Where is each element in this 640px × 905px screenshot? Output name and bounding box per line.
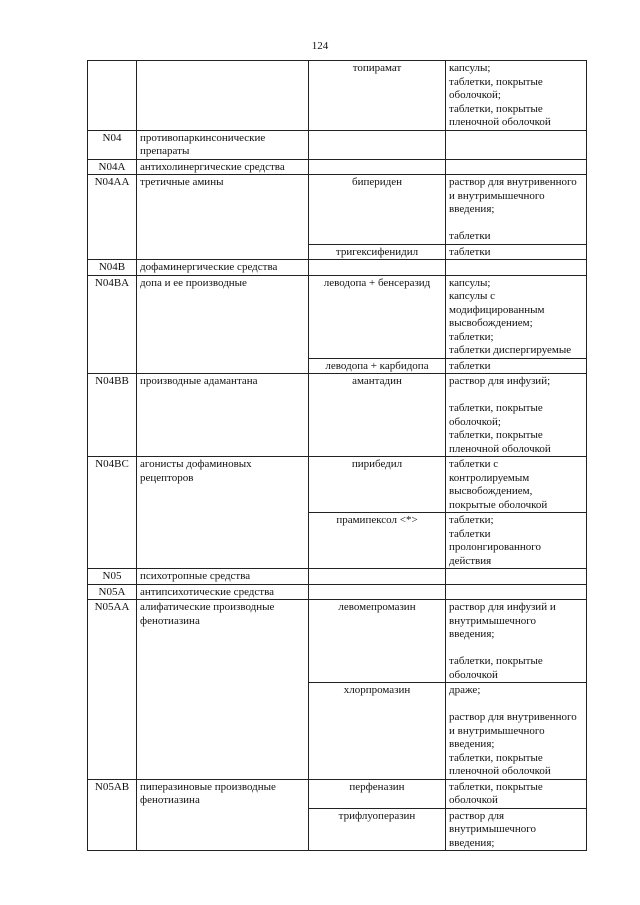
dosage-form-line: контролируемым xyxy=(449,471,530,484)
drug-name-cell xyxy=(309,61,446,131)
drug-name: бипериден xyxy=(351,176,402,188)
atc-code-cell xyxy=(88,159,137,175)
drug-name-cell xyxy=(309,569,446,585)
atc-code: N05AB xyxy=(94,780,130,793)
drug-name: трифлуоперазин xyxy=(338,809,416,822)
dosage-form-line: таблетки xyxy=(449,245,491,258)
page-number: 124 xyxy=(311,40,329,52)
dosage-form-line: таблетки диспергируемые xyxy=(449,344,572,356)
dosage-form-cell xyxy=(446,513,587,569)
drug-name: тригексифенидил xyxy=(335,245,419,258)
dosage-form-line: таблетки xyxy=(449,527,491,540)
table-row xyxy=(88,569,587,585)
dosage-form-cell xyxy=(446,275,587,358)
dosage-form-line xyxy=(449,642,583,656)
drug-name-cell xyxy=(309,244,446,260)
table-row xyxy=(88,683,587,780)
group-name-line: рецепторов xyxy=(140,471,194,484)
table-row xyxy=(88,244,587,260)
dosage-form-line: пленочной оболочкой xyxy=(449,442,551,455)
drug-name-cell xyxy=(309,175,446,245)
dosage-form-cell xyxy=(446,457,587,513)
table-row xyxy=(88,513,587,569)
dosage-form-line: оболочкой; xyxy=(449,89,501,101)
atc-code-cell xyxy=(88,600,137,683)
dosage-form-line: раствор для внутривенного xyxy=(449,176,577,188)
dosage-form-line: капсулы с xyxy=(449,290,496,302)
drug-name-cell xyxy=(309,374,446,457)
table-row xyxy=(88,175,587,245)
drug-name-cell xyxy=(309,130,446,159)
drug-name-cell xyxy=(309,513,446,569)
atc-code-cell xyxy=(88,260,137,276)
group-name-line: алифатические производные xyxy=(140,601,275,613)
dosage-form-cell xyxy=(446,130,587,159)
drug-name-cell xyxy=(309,275,446,358)
group-name-cell xyxy=(137,275,309,358)
table-row xyxy=(88,457,587,513)
table-row xyxy=(88,779,587,808)
dosage-form-line: таблетки, покрытые xyxy=(449,102,543,115)
atc-code: N04AA xyxy=(94,176,130,188)
drug-name: леводопа + бенсеразид xyxy=(323,276,431,289)
dosage-form-line: введения; xyxy=(449,628,495,640)
dosage-form-line: раствор для внутривенного xyxy=(449,711,577,723)
group-name-cell xyxy=(137,600,309,683)
dosage-form-cell xyxy=(446,808,587,851)
atc-code-cell xyxy=(88,275,137,358)
group-name-line: антипсихотические средства xyxy=(140,585,275,598)
dosage-form-line xyxy=(449,389,583,403)
dosage-form-line: действия xyxy=(449,554,492,567)
atc-code-cell xyxy=(88,244,137,260)
table-row xyxy=(88,275,587,358)
group-name-cell xyxy=(137,260,309,276)
atc-code-cell xyxy=(88,779,137,808)
group-name-cell xyxy=(137,457,309,513)
dosage-form-cell xyxy=(446,779,587,808)
dosage-form-cell xyxy=(446,374,587,457)
group-name-cell xyxy=(137,61,309,131)
dosage-form-line: таблетки xyxy=(449,230,491,242)
atc-code-cell xyxy=(88,808,137,851)
drug-name-cell xyxy=(309,457,446,513)
drug-name: левомепромазин xyxy=(338,601,416,613)
atc-code: N04BA xyxy=(94,276,130,289)
dosage-form-line: оболочкой xyxy=(449,794,498,806)
atc-code-cell xyxy=(88,374,137,457)
drug-name-cell xyxy=(309,683,446,780)
group-name-cell xyxy=(137,584,309,600)
atc-code-cell xyxy=(88,175,137,245)
dosage-form-line: пленочной оболочкой xyxy=(449,116,551,128)
dosage-form-line: капсулы; xyxy=(449,62,491,74)
atc-code: N04 xyxy=(102,131,122,144)
drug-name-cell xyxy=(309,600,446,683)
dosage-form-line: внутримышечного xyxy=(449,823,536,835)
drug-name-cell xyxy=(309,584,446,600)
dosage-form-line: таблетки xyxy=(449,359,491,372)
dosage-form-line: покрытые оболочкой xyxy=(449,498,548,511)
group-name-cell xyxy=(137,159,309,175)
dosage-form-cell xyxy=(446,600,587,683)
group-name-line: производные адамантана xyxy=(140,375,258,387)
group-name-line: препараты xyxy=(140,145,190,157)
group-name-line: агонисты дофаминовых xyxy=(140,458,252,470)
dosage-form-cell xyxy=(446,683,587,780)
dosage-form-line: оболочкой; xyxy=(449,415,501,428)
dosage-form-line: оболочкой xyxy=(449,668,498,681)
group-name-cell xyxy=(137,569,309,585)
drug-name: перфеназин xyxy=(349,780,405,793)
drug-name-cell xyxy=(309,260,446,276)
dosage-form-line: таблетки; xyxy=(449,514,494,526)
atc-code: N04BC xyxy=(95,458,129,470)
atc-code: N05A xyxy=(98,585,126,598)
drug-name-cell xyxy=(309,159,446,175)
dosage-form-line: раствор для xyxy=(449,809,505,822)
group-name-line: допа и ее производные xyxy=(140,276,247,289)
dosage-form-line: внутримышечного xyxy=(449,614,536,627)
drug-name: топирамат xyxy=(352,62,402,74)
table-row xyxy=(88,61,587,131)
table-row xyxy=(88,159,587,175)
atc-code-cell xyxy=(88,683,137,780)
dosage-form-line: драже; xyxy=(449,684,481,696)
dosage-form-cell xyxy=(446,260,587,276)
group-name-cell xyxy=(137,683,309,780)
dosage-form-line xyxy=(449,698,583,712)
group-name-cell xyxy=(137,374,309,457)
atc-code: N04B xyxy=(98,261,126,273)
group-name-line: третичные амины xyxy=(140,176,224,188)
drug-name: хлорпромазин xyxy=(343,684,411,696)
table-row xyxy=(88,584,587,600)
dosage-form-line: таблетки с xyxy=(449,458,499,470)
atc-code-cell xyxy=(88,130,137,159)
group-name-line: фенотиазина xyxy=(140,614,200,627)
group-name-line: психотропные средства xyxy=(140,570,251,582)
atc-code: N05 xyxy=(102,570,122,582)
atc-code-cell xyxy=(88,358,137,374)
group-name-cell xyxy=(137,175,309,245)
table-row xyxy=(88,374,587,457)
table-row xyxy=(88,260,587,276)
dosage-form-line: таблетки, покрытые xyxy=(449,429,543,441)
dosage-form-line: пролонгированного xyxy=(449,541,541,553)
atc-code-cell xyxy=(88,584,137,600)
dosage-form-line xyxy=(449,217,583,231)
dosage-form-line: модифицированным xyxy=(449,303,545,316)
dosage-form-line: высвобождением, xyxy=(449,485,533,497)
group-name-line: фенотиазина xyxy=(140,794,200,806)
dosage-form-line: и внутримышечного xyxy=(449,724,545,737)
drug-classification-table xyxy=(87,60,586,851)
dosage-form-cell xyxy=(446,159,587,175)
group-name-cell xyxy=(137,130,309,159)
group-name-line: противопаркинсонические xyxy=(140,131,266,144)
dosage-form-line: таблетки, покрытые xyxy=(449,402,543,414)
dosage-form-line: капсулы; xyxy=(449,276,491,289)
drug-name-cell xyxy=(309,779,446,808)
dosage-form-line: раствор для инфузий и xyxy=(449,601,556,613)
dosage-form-line: введения; xyxy=(449,738,495,750)
group-name-line: антихолинергические средства xyxy=(140,160,285,173)
dosage-form-cell xyxy=(446,569,587,585)
group-name-cell xyxy=(137,244,309,260)
group-name-line: пиперазиновые производные xyxy=(140,780,276,793)
group-name-cell xyxy=(137,358,309,374)
dosage-form-line: таблетки, покрытые xyxy=(449,780,543,793)
dosage-form-line: введения; xyxy=(449,836,495,849)
drug-name: амантадин xyxy=(352,375,402,387)
drug-name: леводопа + карбидопа xyxy=(325,359,429,372)
dosage-form-cell xyxy=(446,584,587,600)
atc-code-cell xyxy=(88,61,137,131)
group-name-cell xyxy=(137,513,309,569)
table-body xyxy=(88,61,587,851)
dosage-form-line: и внутримышечного xyxy=(449,189,545,202)
atc-code: N04A xyxy=(98,160,126,173)
atc-code: N05AA xyxy=(94,601,130,613)
atc-code-cell xyxy=(88,457,137,513)
dosage-form-line: пленочной оболочкой xyxy=(449,765,551,777)
dosage-form-cell xyxy=(446,61,587,131)
group-name-line: дофаминергические средства xyxy=(140,261,278,273)
dosage-form-line: таблетки, покрытые xyxy=(449,655,543,667)
atc-code-cell xyxy=(88,513,137,569)
table-row xyxy=(88,600,587,683)
group-name-cell xyxy=(137,779,309,808)
dosage-form-cell xyxy=(446,244,587,260)
group-name-cell xyxy=(137,808,309,851)
dosage-form-line: раствор для инфузий; xyxy=(449,375,551,387)
table-row xyxy=(88,358,587,374)
dosage-form-line: таблетки, покрытые xyxy=(449,75,543,88)
table-row xyxy=(88,130,587,159)
dosage-form-cell xyxy=(446,358,587,374)
dosage-form-line: высвобождением; xyxy=(449,317,533,329)
dosage-form-line: таблетки; xyxy=(449,330,494,343)
dosage-form-line: введения; xyxy=(449,203,495,215)
drug-name-cell xyxy=(309,358,446,374)
drug-name: пирибедил xyxy=(351,458,403,470)
table-row xyxy=(88,808,587,851)
dosage-form-cell xyxy=(446,175,587,245)
atc-code-cell xyxy=(88,569,137,585)
drug-name-cell xyxy=(309,808,446,851)
drug-name: прамипексол <*> xyxy=(336,514,418,526)
atc-code: N04BB xyxy=(95,375,129,387)
dosage-form-line: таблетки, покрытые xyxy=(449,751,543,764)
